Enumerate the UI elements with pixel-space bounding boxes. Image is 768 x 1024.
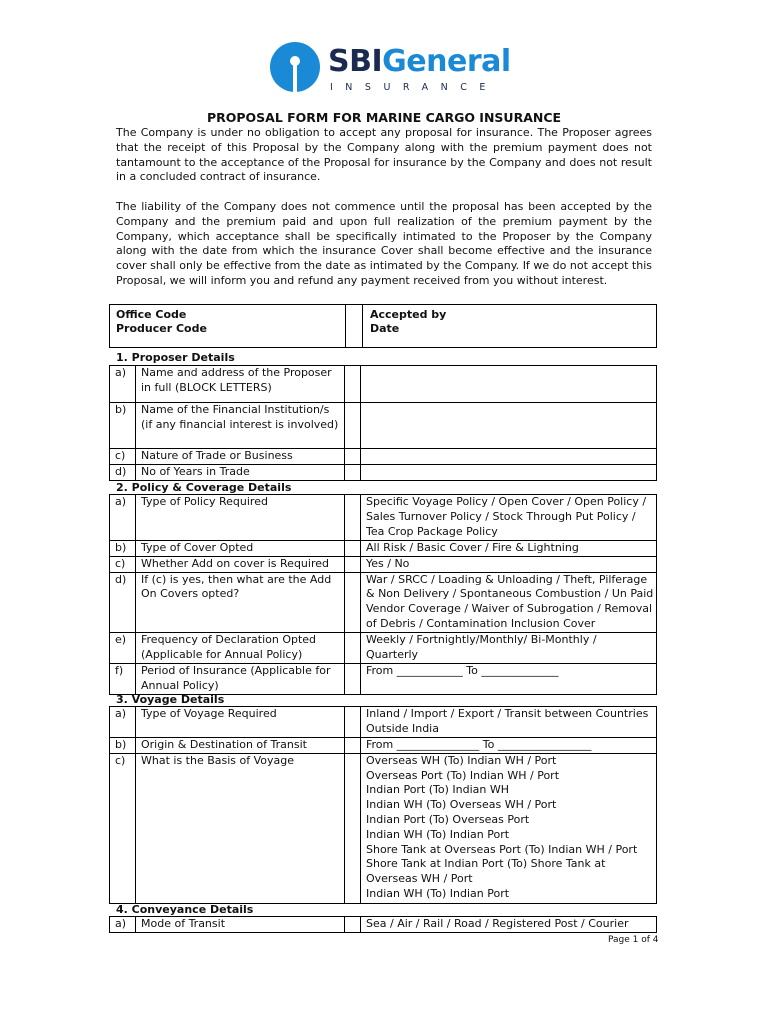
row-letter: d) [110, 572, 136, 632]
row-value[interactable] [361, 366, 657, 403]
section-table [109, 706, 657, 904]
row-spacer [345, 495, 361, 541]
section-table [109, 494, 657, 695]
row-letter: a) [110, 366, 136, 403]
row-label: Frequency of Declaration Opted (Applicable for Annual Policy) [136, 632, 345, 663]
form-row [110, 663, 657, 694]
row-label: Name and address of the Proposer in full (BLOCK LETTERS) [136, 366, 345, 403]
row-letter: c) [110, 449, 136, 465]
logo-brand-text: SBIGeneral [328, 44, 511, 79]
form-row [110, 707, 657, 738]
row-value[interactable]: From _______________ To _________________ [361, 738, 657, 754]
row-letter: a) [110, 917, 136, 933]
row-letter: c) [110, 753, 136, 903]
row-value[interactable]: From ____________ To ______________ [361, 663, 657, 694]
section-title: 2. Policy & Coverage Details [116, 481, 292, 494]
row-label: What is the Basis of Voyage [136, 753, 345, 903]
section-title: 1. Proposer Details [116, 351, 235, 364]
form-title: PROPOSAL FORM FOR MARINE CARGO INSURANCE [206, 110, 562, 125]
form-row [110, 632, 657, 663]
row-letter: b) [110, 541, 136, 557]
form-row [110, 572, 657, 632]
row-value[interactable]: Weekly / Fortnightly/Monthly/ Bi-Monthly / Quarterly [361, 632, 657, 663]
row-label: Mode of Transit [136, 917, 345, 933]
row-value[interactable] [361, 464, 657, 480]
form-row [110, 403, 657, 449]
form-row [110, 917, 657, 933]
row-value[interactable]: Yes / No [361, 556, 657, 572]
row-label: Type of Voyage Required [136, 707, 345, 738]
section-table [109, 365, 657, 481]
form-row [110, 449, 657, 465]
form-row [110, 464, 657, 480]
intro-paragraph-2: The liability of the Company does not commence until the proposal has been accepted by the Company and the premium paid and upon full realization of the premium payment by the Company, which acceptance shall be specifically intimated to the Proposer by the Company along with the date from which the insurance Cover shall become effective and the insurance cover shall only be effective from the date as intimated by the Company. If we do not accept this Proposal, we will inform you and refund any payment received from you without interest. [116, 200, 652, 287]
section-title: 4. Conveyance Details [116, 903, 254, 916]
row-spacer [345, 917, 361, 933]
row-spacer [345, 572, 361, 632]
row-letter: a) [110, 707, 136, 738]
page-number: Page 1 of 4 [608, 935, 659, 945]
row-label: Period of Insurance (Applicable for Annual Policy) [136, 663, 345, 694]
row-value[interactable]: Inland / Import / Export / Transit between Countries Outside India [361, 707, 657, 738]
office-code-label: Office Code [116, 308, 187, 321]
accepted-by-label: Accepted by [370, 308, 447, 321]
producer-code-label: Producer Code [116, 322, 207, 335]
row-value[interactable]: Overseas WH (To) Indian WH / Port Overseas Port (To) Indian WH / Port Indian Port (To) Indian WH Indian WH (To) Overseas WH / Port Indian Port (To) Overseas Port Indian WH (To) Indian Port Shore Tank at Overseas Port (To) Indian WH / Port Shore Tank at Indian Port (To) Shore Tank at Overseas WH / Port Indian WH (To) Indian Port [361, 753, 657, 903]
row-label: Whether Add on cover is Required [136, 556, 345, 572]
row-letter: a) [110, 495, 136, 541]
row-spacer [345, 464, 361, 480]
row-spacer [345, 541, 361, 557]
row-spacer [345, 632, 361, 663]
row-label: No of Years in Trade [136, 464, 345, 480]
row-spacer [345, 753, 361, 903]
logo-subtitle: INSURANCE [330, 82, 498, 93]
row-value[interactable]: Sea / Air / Rail / Road / Registered Post / Courier [361, 917, 657, 933]
row-spacer [345, 449, 361, 465]
form-row [110, 541, 657, 557]
row-label: If (c) is yes, then what are the Add On Covers opted? [136, 572, 345, 632]
row-letter: f) [110, 663, 136, 694]
row-label: Type of Cover Opted [136, 541, 345, 557]
section-title: 3. Voyage Details [116, 693, 225, 706]
form-row [110, 495, 657, 541]
form-row [110, 556, 657, 572]
date-label: Date [370, 322, 400, 335]
row-value[interactable]: All Risk / Basic Cover / Fire & Lightning [361, 541, 657, 557]
row-label: Type of Policy Required [136, 495, 345, 541]
row-spacer [345, 556, 361, 572]
row-label: Name of the Financial Institution/s (if any financial interest is involved) [136, 403, 345, 449]
row-value[interactable]: War / SRCC / Loading & Unloading / Theft, Pilferage & Non Delivery / Spontaneous Combustion / Un Paid Vendor Coverage / Waiver of Subrogation / Removal of Debris / Contamination Inclusion Cover [361, 572, 657, 632]
row-letter: b) [110, 738, 136, 754]
sbi-general-logo [270, 42, 510, 96]
sbi-keyhole-icon [270, 42, 320, 92]
form-row [110, 366, 657, 403]
intro-paragraph-1: The Company is under no obligation to accept any proposal for insurance. The Proposer agrees that the receipt of this Proposal by the Company along with the premium payment does not tantamount to the acceptance of the Proposal for insurance by the Company and does not result in a concluded contract of insurance. [116, 126, 652, 184]
row-label: Nature of Trade or Business [136, 449, 345, 465]
row-spacer [345, 707, 361, 738]
form-row [110, 753, 657, 903]
row-spacer [345, 403, 361, 449]
row-value[interactable] [361, 449, 657, 465]
office-code-box [109, 304, 657, 348]
row-letter: e) [110, 632, 136, 663]
row-spacer [345, 738, 361, 754]
row-letter: c) [110, 556, 136, 572]
row-value[interactable]: Specific Voyage Policy / Open Cover / Open Policy / Sales Turnover Policy / Stock Through Put Policy / Tea Crop Package Policy [361, 495, 657, 541]
row-letter: d) [110, 464, 136, 480]
row-value[interactable] [361, 403, 657, 449]
section-table [109, 916, 657, 933]
row-spacer [345, 663, 361, 694]
row-spacer [345, 366, 361, 403]
row-label: Origin & Destination of Transit [136, 738, 345, 754]
row-letter: b) [110, 403, 136, 449]
form-row [110, 738, 657, 754]
